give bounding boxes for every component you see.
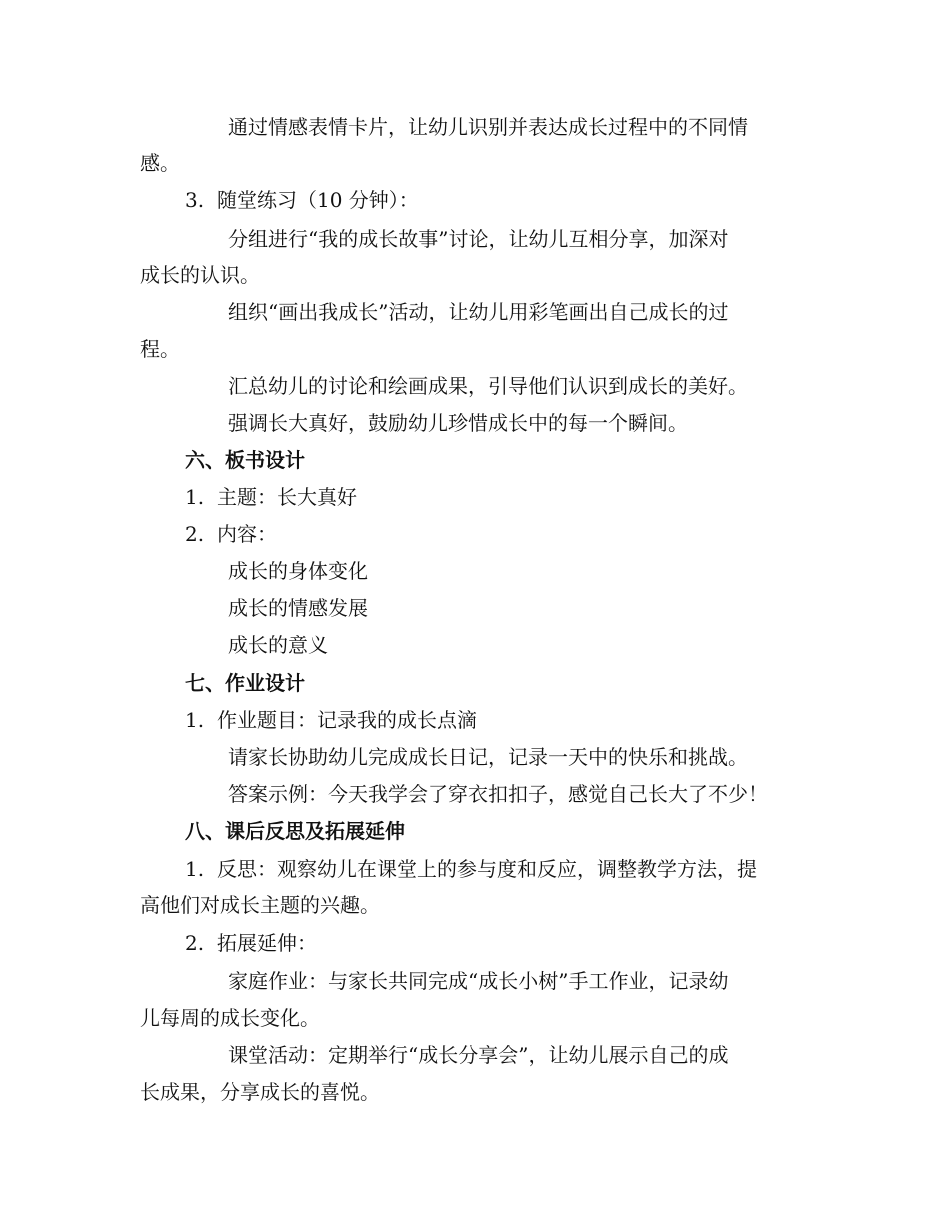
paragraph-draw-activity: 组织“画出我成长”活动，让幼儿用彩笔画出自己成长的过 xyxy=(228,300,729,324)
paragraph-draw-activity-cont: 程。 xyxy=(140,337,180,361)
list-number: 3. xyxy=(185,188,205,212)
list-item-label: 拓展延伸： xyxy=(217,931,317,955)
list-number: 1. xyxy=(185,485,205,509)
paragraph-class-activity: 课堂活动：定期举行“成长分享会”，让幼儿展示自己的成 xyxy=(228,1043,729,1067)
list-item-reflection-cont: 高他们对成长主题的兴趣。 xyxy=(140,893,380,917)
list-item-label: 随堂练习（10 分钟）： xyxy=(217,188,419,212)
list-number: 1. xyxy=(185,708,205,732)
paragraph-emphasis: 强调长大真好，鼓励幼儿珍惜成长中的每一个瞬间。 xyxy=(228,411,688,435)
list-item-homework-topic xyxy=(185,706,477,734)
section-heading-board-design: 六、板书设计 xyxy=(185,448,305,472)
paragraph-emotion-cards-cont: 感。 xyxy=(140,151,180,175)
content-item-body: 成长的身体变化 xyxy=(228,559,368,583)
paragraph-summary: 汇总幼儿的讨论和绘画成果，引导他们认识到成长的美好。 xyxy=(228,374,748,398)
list-item-practice xyxy=(185,186,419,214)
list-item-label: 作业题目：记录我的成长点滴 xyxy=(217,708,477,732)
content-item-meaning: 成长的意义 xyxy=(228,633,328,657)
list-item-content xyxy=(185,520,277,548)
section-heading-homework: 七、作业设计 xyxy=(185,671,305,695)
list-item-label: 内容： xyxy=(217,522,277,546)
paragraph-emotion-cards: 通过情感表情卡片，让幼儿识别并表达成长过程中的不同情 xyxy=(228,115,748,139)
content-item-emotion: 成长的情感发展 xyxy=(228,596,368,620)
list-item-label: 主题：长大真好 xyxy=(217,485,357,509)
list-number: 2. xyxy=(185,931,205,955)
paragraph-group-story-cont: 成长的认识。 xyxy=(140,263,260,287)
list-item-label: 反思：观察幼儿在课堂上的参与度和反应，调整教学方法，提 xyxy=(217,857,757,881)
paragraph-family-homework-cont: 儿每周的成长变化。 xyxy=(140,1006,320,1030)
paragraph-family-homework: 家庭作业：与家长共同完成“成长小树”手工作业，记录幼 xyxy=(228,969,729,993)
list-number: 1. xyxy=(185,857,205,881)
paragraph-homework-example: 答案示例：今天我学会了穿衣扣扣子，感觉自己长大了不少！ xyxy=(228,782,768,806)
list-item-reflection xyxy=(185,855,757,883)
list-item-theme xyxy=(185,483,357,511)
list-item-extension xyxy=(185,929,317,957)
paragraph-class-activity-cont: 长成果，分享成长的喜悦。 xyxy=(140,1080,380,1104)
list-number: 2. xyxy=(185,522,205,546)
paragraph-group-story: 分组进行“我的成长故事”讨论，让幼儿互相分享，加深对 xyxy=(228,227,729,251)
section-heading-reflection: 八、课后反思及拓展延伸 xyxy=(185,819,405,843)
paragraph-homework-desc: 请家长协助幼儿完成成长日记，记录一天中的快乐和挑战。 xyxy=(228,745,748,769)
